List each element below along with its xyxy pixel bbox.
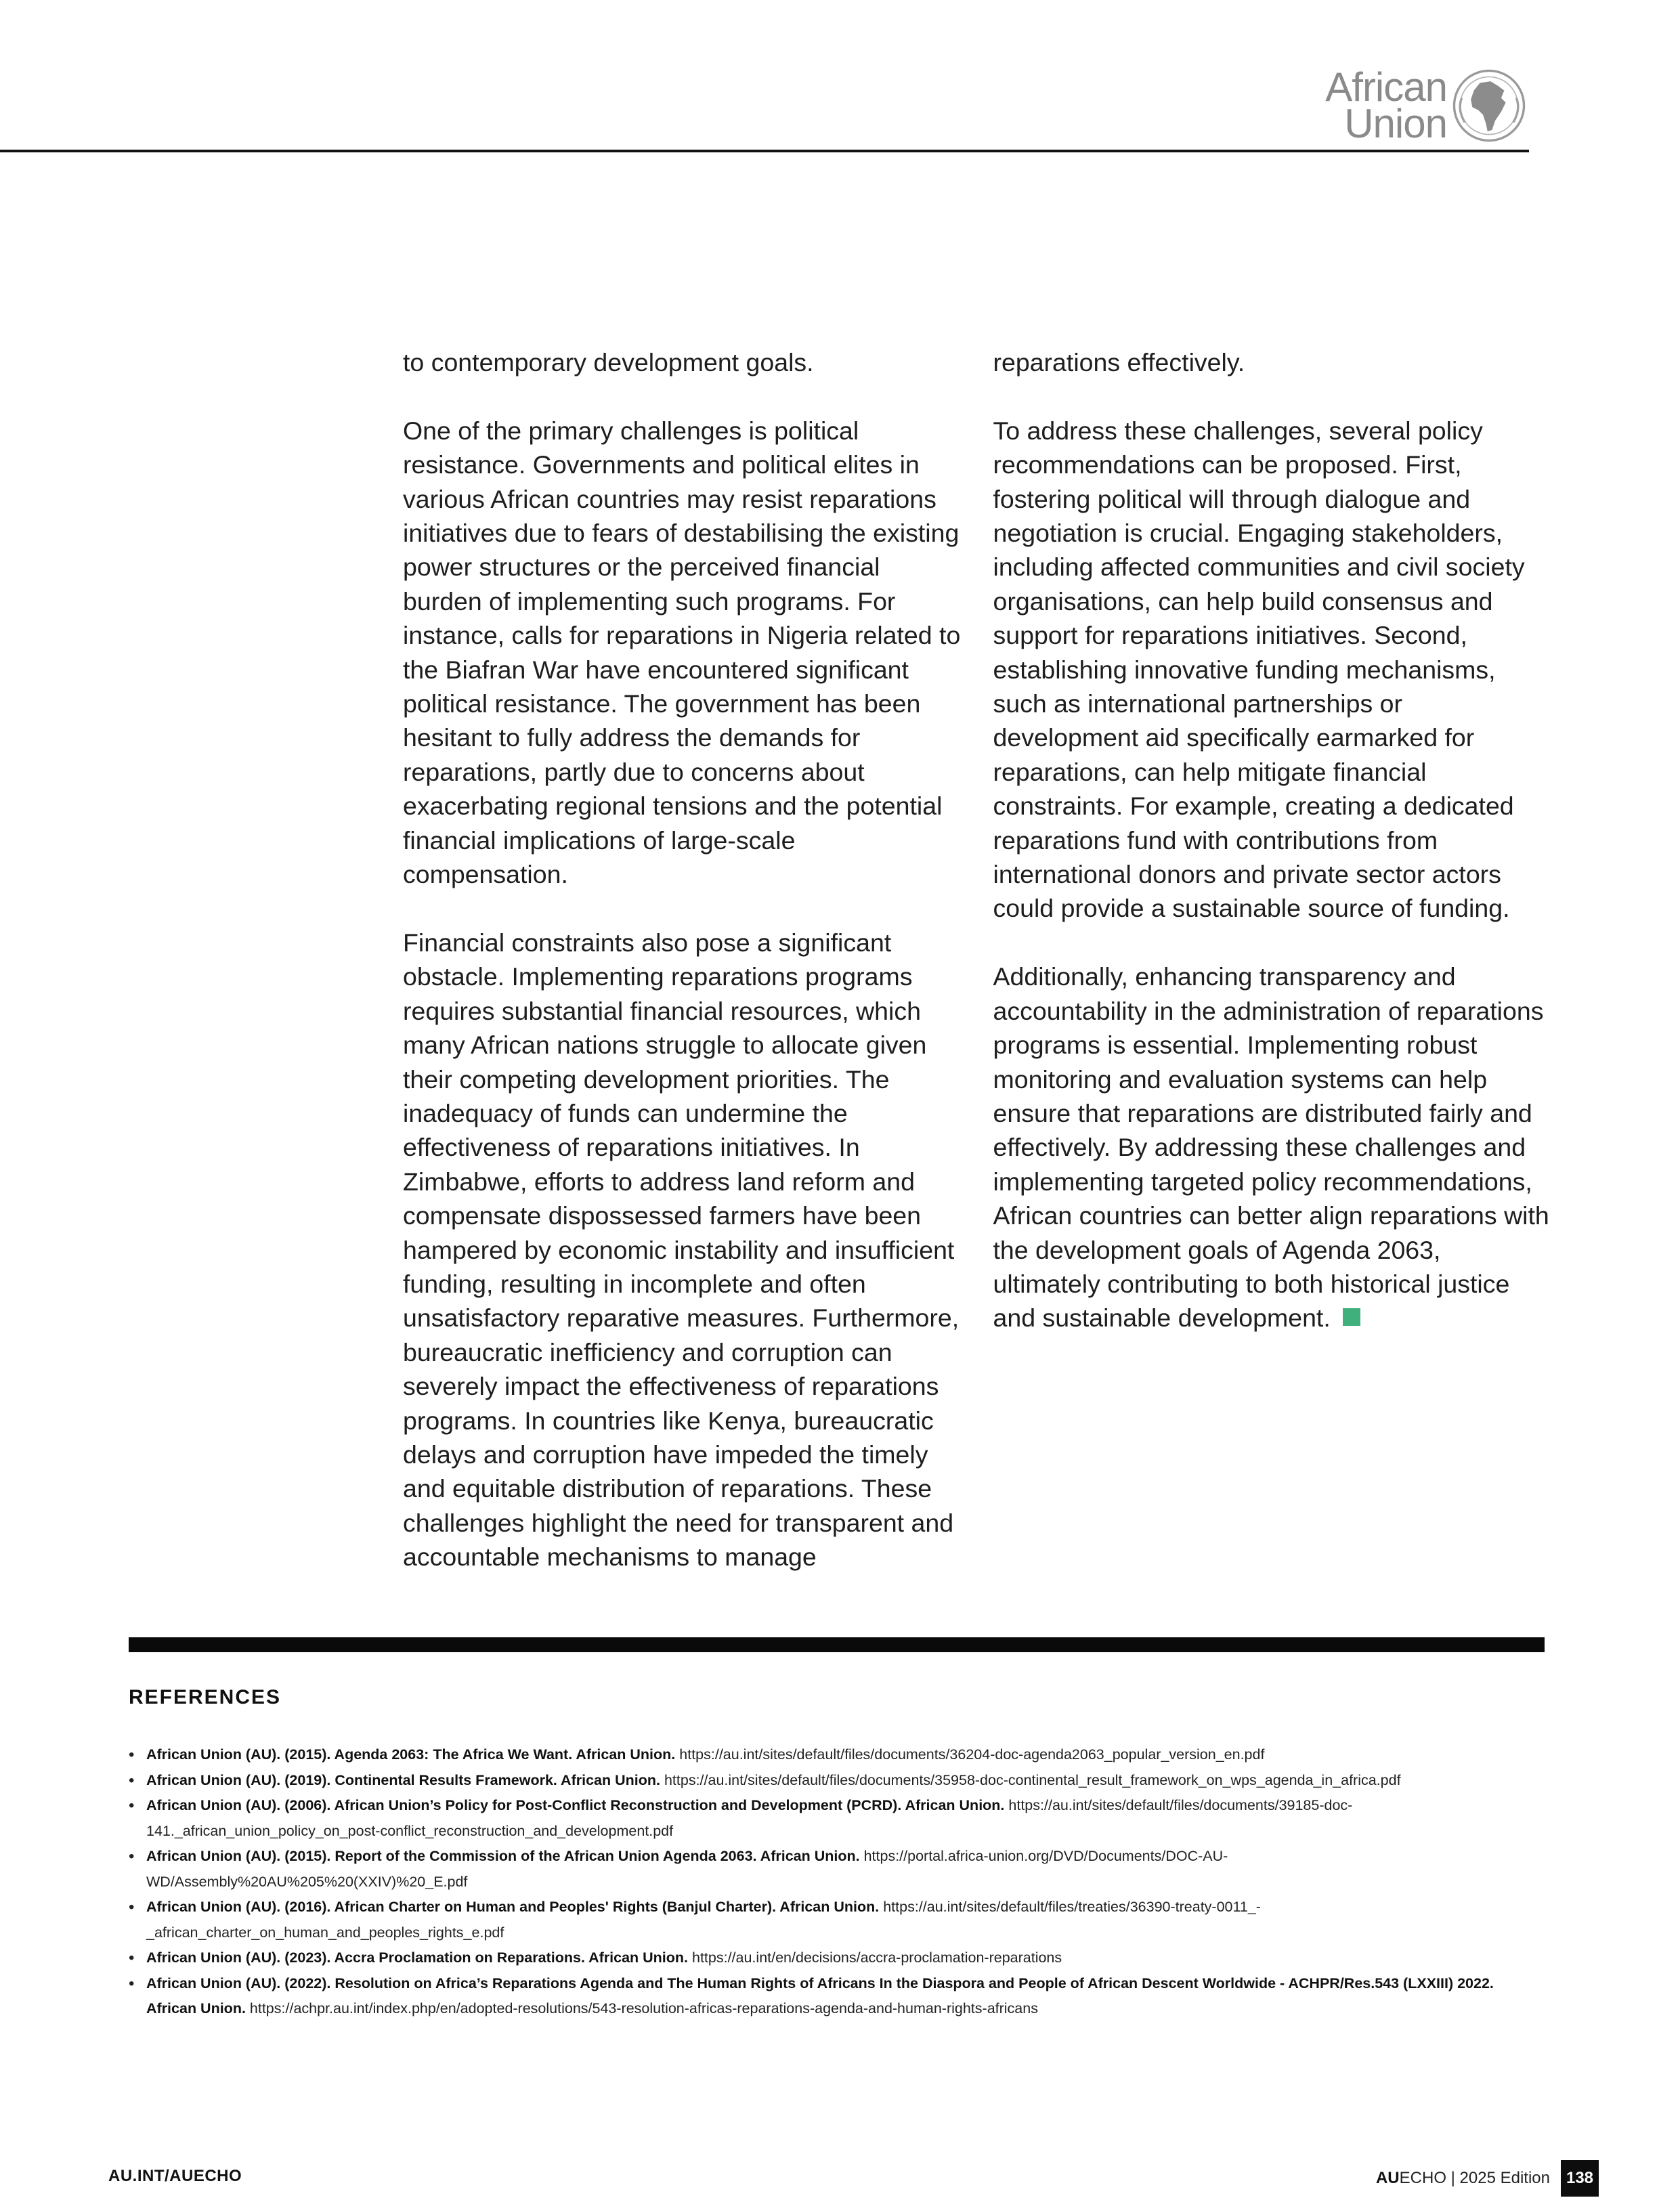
right-paragraph-3 [993,959,1555,1335]
footer-edition-block [1376,2160,1599,2197]
reference-citation: African Union (AU). (2016). African Charter on Human and Peoples' Rights (Banjul Charter). African Union. [146,1899,880,1915]
reference-link[interactable]: https://au.int/sites/default/files/documents/35958-doc-continental_result_framework_on_wps_agenda_in_africa.pdf [664,1771,1401,1788]
left-paragraph-2: One of the primary challenges is political resistance. Governments and political elites in various African countries may resist reparations initiatives due to fears of destabilising the existing power structures or the perceived financial burden of implementing such programs. For instance, calls for reparations in Nigeria related to the Biafran War have encountered significant political resistance. The government has been hesitant to fully address the demands for reparations, partly due to concerns about exacerbating regional tensions and the potential financial implications of large-scale compensation. [403,416,961,889]
footer-brand-rest: ECHO | 2025 Edition [1399,2169,1550,2187]
footer-edition [1376,2169,1550,2188]
footer-brand-bold: AU [1375,2169,1400,2187]
reference-item [129,1742,1545,1768]
logo-wordmark [1325,64,1447,146]
page-number: 138 [1561,2160,1599,2197]
au-emblem-icon [1451,68,1527,144]
left-paragraph-3: Financial constraints also pose a significant obstacle. Implementing reparations programs requires substantial financial resources, which many African nations struggle to allocate given their competing development priorities. The inadequacy of funds can undermine the effectiveness of reparations initiatives. In Zimbabwe, efforts to address land reform and compensate dispossessed farmers have been hampered by economic instability and insufficient funding, resulting in incomplete and often unsatisfactory reparative measures. Furthermore, bureaucratic inefficiency and corruption can severely impact the effectiveness of reparations programs. In countries like Kenya, bureaucratic delays and corruption have impeded the timely and equitable distribution of reparations. These challenges highlight the need for transparent and accountable mechanisms to manage [403,928,960,1572]
reference-link[interactable]: https://au.int/sites/default/files/treaties/36390-treaty-0011_-_african_charter_on_human_and_peoples_rights_e.pdf [146,1899,1261,1941]
reference-item [129,1768,1545,1794]
reference-citation: African Union (AU). (2022). Resolution on Africa’s Reparations Agenda and The Human Rights of Africans In the Diaspora and People of African Descent Worldwide - ACHPR/Res.543 (LXXIII) 2022. African Union. [146,1975,1494,2016]
reference-item [129,1945,1545,1971]
left-paragraph-1: to contemporary development goals. [403,348,814,376]
left-column [403,345,964,1608]
reference-item [129,1793,1545,1844]
reference-link[interactable]: https://au.int/en/decisions/accra-proclamation-reparations [692,1949,1062,1966]
reference-citation: African Union (AU). (2015). Agenda 2063: The Africa We Want. African Union. [146,1746,676,1763]
logo-line-2: Union [1344,101,1447,146]
reference-citation: African Union (AU). (2006). African Union’s Policy for Post-Conflict Reconstruction and Development (PCRD). African Union. [146,1797,1005,1813]
african-union-logo [1325,64,1527,146]
footer-website[interactable]: AU.INT/AUECHO [108,2167,242,2185]
references-heading: REFERENCES [129,1686,282,1708]
logo-line-1: African [1325,64,1447,110]
article-body [403,345,1554,1608]
right-paragraph-1: reparations effectively. [993,348,1245,376]
references-list [129,1742,1545,2022]
reference-citation: African Union (AU). (2019). Continental Results Framework. African Union. [146,1771,660,1788]
right-column [993,345,1555,1608]
reference-citation: African Union (AU). (2023). Accra Proclamation on Reparations. African Union. [146,1949,689,1966]
header-rule [0,150,1529,152]
right-paragraph-2: To address these challenges, several policy recommendations can be proposed. First, fostering political will through dialogue and negotiation is crucial. Engaging stakeholders, including affected communities and civil society organisations, can help build consensus and support for reparations initiatives. Second, establishing innovative funding mechanisms, such as international partnerships or development aid specifically earmarked for reparations, can help mitigate financial constraints. For example, creating a dedicated reparations fund with contributions from international donors and private sector actors could provide a sustainable source of funding. [993,416,1525,923]
reference-item [129,1895,1545,1945]
reference-link[interactable]: https://au.int/sites/default/files/documents/36204-doc-agenda2063_popular_version_en.pdf [679,1746,1265,1763]
reference-link[interactable]: https://portal.africa-union.org/DVD/Documents/DOC-AU-WD/Assembly%20AU%205%20(XXIV)%20_E.pdf [146,1848,1228,1890]
reference-item [129,1971,1545,2022]
right-paragraph-3-text: Additionally, enhancing transparency and accountability in the administration of reparations programs is essential. Implementing robust monitoring and evaluation systems can help ensure that reparations are distributed fairly and effectively. By addressing these challenges and implementing targeted policy recommendations, African countries can better align reparations with the development goals of Agenda 2063, ultimately contributing to both historical justice and sustainable development. [993,962,1549,1333]
end-of-article-mark-icon [1343,1308,1360,1326]
reference-item [129,1844,1545,1895]
reference-link[interactable]: https://achpr.au.int/index.php/en/adopted-resolutions/543-resolution-africas-reparations-agenda-and-human-rights-africans [249,2000,1038,2016]
reference-link[interactable]: https://au.int/sites/default/files/documents/39185-doc-141._african_union_policy_on_post-conflict_reconstruction_and_development.pdf [146,1797,1353,1839]
references-divider [129,1637,1545,1652]
reference-citation: African Union (AU). (2015). Report of the Commission of the African Union Agenda 2063. African Union. [146,1848,860,1864]
